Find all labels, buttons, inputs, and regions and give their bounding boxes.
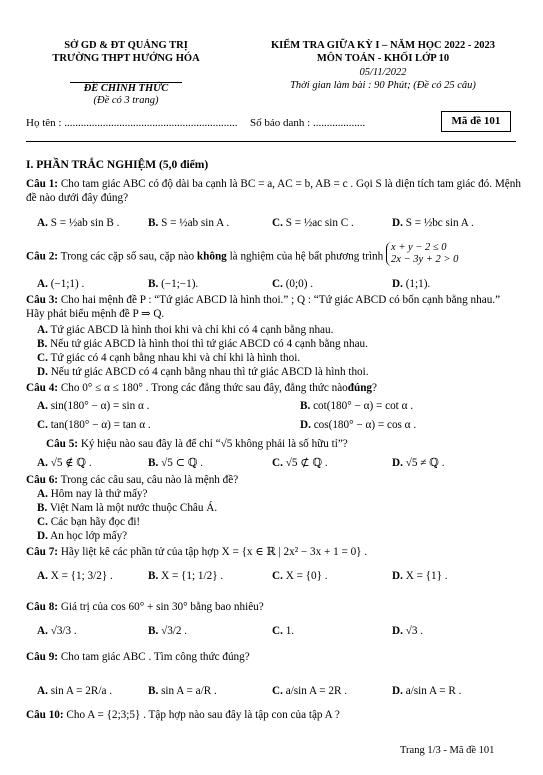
q4-option-d: D. cos(180° − α) = cos α . [300,419,417,431]
question-7: Câu 7: Hãy liệt kê các phần tử của tập hợp X = {x ∈ ℝ | 2x² − 3x + 1 = 0} . [26,546,368,558]
question-5: Câu 5: Ký hiệu nào sau đây là để chỉ “√5 không phải là số hữu tỉ”? [46,438,348,450]
question-6: Câu 6: Trong các câu sau, câu nào là mệnh đề? [26,474,239,486]
q6-option-a: A. Hôm nay là thứ mấy? [37,488,148,500]
q3-option-a: A. Tứ giác ABCD là hình thoi khi và chỉ khi có 4 cạnh bằng nhau. [37,324,334,336]
question-label: Câu 8: [26,601,59,613]
time-note: Thời gian làm bài : 90 Phút; (Đề có 25 câu) [290,80,476,91]
q3-option-c: C. Tứ giác có 4 cạnh bằng nhau khi và chỉ khi là hình thoi. [37,352,301,364]
q8-option-b: B. √3/2 . [148,625,188,637]
q7-option-a: A. X = {1; 3/2} . [37,570,113,582]
official-label: ĐỀ CHÍNH THỨC [70,82,182,94]
question-2: Câu 2: Trong các cặp số sau, cặp nào không là nghiệm của hệ bất phương trình x + y − 2 ≤ 0 2x − 3y + 2 > 0 [26,242,459,265]
q3-option-b: B. Nếu tứ giác ABCD là hình thoi thì tứ giác ABCD có 4 cạnh bằng nhau. [37,338,368,350]
question-1 [26,177,521,205]
question-4: Câu 4: Cho 0° ≤ α ≤ 180° . Trong các đẳng thức sau đây, đẳng thức nàođúng? [26,382,377,394]
q6-option-b: B. Việt Nam là một nước thuộc Châu Á. [37,502,218,514]
question-label: Câu 9: [26,651,59,663]
q2-option-d: D. (1;1). [392,278,431,290]
q6-option-c: C. Các bạn hãy đọc đi! [37,516,141,528]
department-name: SỞ GD & ĐT QUẢNG TRỊ [64,40,188,51]
q1-option-d: D. S = ½bc sin A . [392,217,474,229]
q7-option-b: B. X = {1; 1/2} . [148,570,224,582]
question-9: Câu 9: Cho tam giác ABC . Tìm công thức đúng? [26,651,250,663]
q9-option-a: A. sin A = 2R/a . [37,685,113,697]
q5-option-c: C. √5 ⊄ ℚ . [272,457,328,469]
question-label: Câu 4: [26,382,59,394]
exam-title: KIỂM TRA GIỮA KỲ I – NĂM HỌC 2022 - 2023 [270,40,495,51]
question-label: Câu 5: [46,438,79,450]
school-name: TRƯỜNG THPT HƯỚNG HÓA [52,53,200,64]
question-8: Câu 8: Giá trị của cos 60° + sin 30° bằng bao nhiêu? [26,601,264,613]
page-count: (Đề có 3 trang) [93,95,159,106]
q7-option-d: D. X = {1} . [392,570,448,582]
question-10: Câu 10: Cho A = {2;3;5} . Tập hợp nào sau đây là tập con của tập A ? [26,709,340,721]
q1-option-a: A. S = ½ab sin B . [37,217,120,229]
question-label: Câu 7: [26,546,59,558]
id-field: Số báo danh : ................... [250,117,366,129]
q9-option-d: D. a/sin A = R . [392,685,462,697]
exam-code-box: Mã đề 101 [441,111,511,132]
q8-option-d: D. √3 . [392,625,424,637]
question-label: Câu 1: [26,178,59,190]
question-label: Câu 10: [26,709,64,721]
page-footer: Trang 1/3 - Mã đề 101 [400,745,495,756]
q3-option-d: D. Nếu tứ giác ABCD có 4 cạnh bằng nhau thì tứ giác ABCD là hình thoi. [37,366,369,378]
q2-option-c: C. (0;0) . [272,278,314,290]
q8-option-a: A. √3/3 . [37,625,77,637]
inequality-system: x + y − 2 ≤ 0 2x − 3y + 2 > 0 [386,242,458,266]
name-field: Họ tên : ............................................................... [26,117,238,129]
q5-option-b: B. √5 ⊂ ℚ . [148,457,204,469]
q9-option-c: C. a/sin A = 2R . [272,685,348,697]
header-divider [26,141,516,142]
q4-option-c: C. tan(180° − α) = tan α . [37,419,151,431]
question-3: Câu 3: Cho hai mệnh đề P : “Tứ giác ABCD là hình thoi.” ; Q : “Tứ giác ABCD có bốn cạnh bằng nhau.” Hãy phát biểu mệnh đề P ⇒ Q. [26,294,501,320]
question-label: Câu 6: [26,474,59,486]
q5-option-d: D. √5 ≠ ℚ . [392,457,445,469]
question-label: Câu 3: [26,294,59,306]
subject-title: MÔN TOÁN - KHỐI LỚP 10 [316,53,450,64]
q5-option-a: A. √5 ∉ ℚ . [37,457,92,469]
q1-option-b: B. S = ½ab sin A . [148,217,230,229]
q8-option-c: C. 1. [272,625,295,637]
q4-option-b: B. cot(180° − α) = cot α . [300,400,414,412]
question-text: Cho tam giác ABC có độ dài ba cạnh là BC = a, AC = b, AB = c . Gọi S là diện tích tam giác đó. Mệnh đề nào dưới đây đúng? [26,178,521,204]
exam-date: 05/11/2022 [359,67,407,78]
q2-option-b: B. (−1;−1). [148,278,199,290]
q7-option-c: C. X = {0} . [272,570,328,582]
q2-option-a: A. (−1;1) . [37,278,85,290]
q4-option-a: A. sin(180° − α) = sin α . [37,400,150,412]
question-label: Câu 2: [26,250,59,263]
section-title: I. PHẦN TRẮC NGHIỆM (5,0 điểm) [26,159,209,171]
q1-option-c: C. S = ½ac sin C . [272,217,354,229]
q6-option-d: D. An học lớp mấy? [37,530,128,542]
q9-option-b: B. sin A = a/R . [148,685,217,697]
